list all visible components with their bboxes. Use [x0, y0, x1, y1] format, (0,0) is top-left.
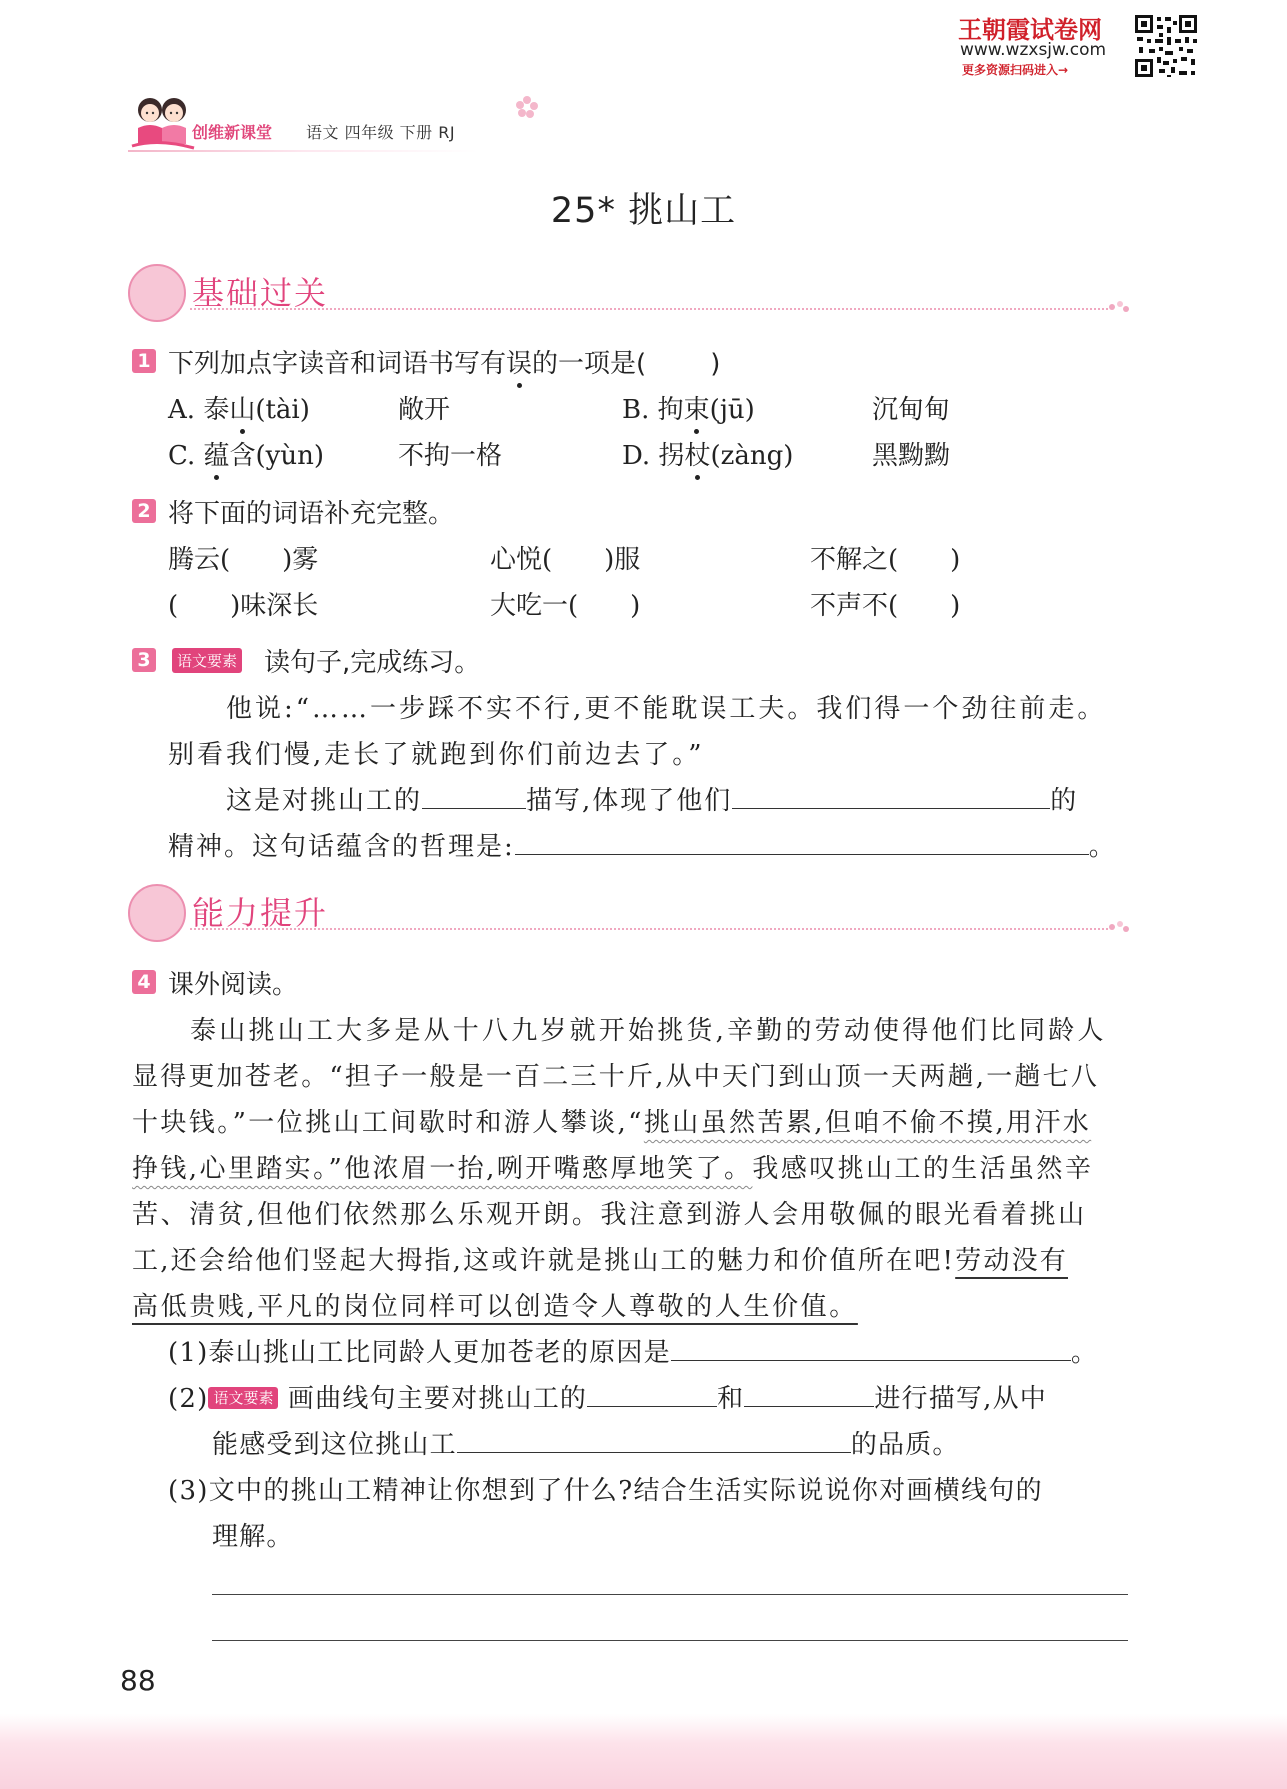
- option-pinyin: (jū): [709, 395, 755, 425]
- section-divider: [190, 308, 1108, 310]
- question-number: 2: [132, 499, 156, 523]
- dots-decoration-icon: [1108, 920, 1130, 934]
- passage-line: [132, 1102, 1091, 1139]
- wavy-sentence: 挣钱,心里踏实。”他浓眉一抬,咧开嘴憨厚地笑了。: [132, 1154, 753, 1184]
- answer-line[interactable]: [212, 1594, 1128, 1595]
- sentence-text: 精神。这句话蕴含的哲理是:: [168, 832, 515, 862]
- section-title: 能力提升: [192, 894, 329, 932]
- section-basic-header: [128, 264, 1128, 324]
- dotted-char: 山: [229, 389, 255, 426]
- sub-question-text: (1)泰山挑山工比同龄人更加苍老的原因是: [168, 1338, 671, 1368]
- answer-blank[interactable]: [457, 1430, 851, 1453]
- answer-blank[interactable]: [515, 832, 1089, 855]
- option-char: 泰: [203, 395, 230, 425]
- footer-band: [0, 1714, 1287, 1789]
- sentence-text: 。: [1088, 832, 1117, 862]
- sub-question-2-cont: [212, 1424, 960, 1461]
- sub-question-text: 能感受到这位挑山工: [212, 1430, 457, 1460]
- element-tag: 语文要素: [172, 648, 242, 673]
- option-c-word: 不拘一格: [398, 441, 503, 471]
- option-label: C.: [168, 441, 196, 471]
- sub-question-2: [168, 1378, 1047, 1415]
- option-char: 含: [229, 441, 256, 471]
- header-divider: [128, 150, 478, 152]
- option-char: 拐: [658, 441, 685, 471]
- sub-question-text: 画曲线句主要对挑山工的: [287, 1384, 588, 1414]
- fill-sentence: [226, 780, 1078, 817]
- answer-line[interactable]: [212, 1640, 1128, 1641]
- option-pinyin: (zàng): [710, 441, 794, 471]
- dots-decoration-icon: [1108, 300, 1130, 314]
- passage-text: 我感叹挑山工的生活虽然辛: [752, 1154, 1094, 1184]
- lesson-title: 25* 挑山工: [550, 191, 737, 231]
- passage-line: 泰山挑山工大多是从十八九岁就开始挑货,辛勤的劳动使得他们比同龄人: [190, 1016, 1107, 1046]
- sub-question-3-cont: 理解。: [212, 1522, 294, 1552]
- section-title: 基础过关: [192, 274, 329, 312]
- sentence-text: 这是对挑山工的: [226, 786, 423, 816]
- question-number: 1: [132, 349, 156, 373]
- brand-name: 创维新课堂: [192, 123, 273, 142]
- dotted-char: 束: [684, 389, 710, 426]
- page-number: 88: [120, 1664, 156, 1697]
- option-c[interactable]: [168, 435, 324, 472]
- prompt-text: 的一项是(: [532, 349, 647, 379]
- answer-blank[interactable]: [671, 1338, 1071, 1361]
- underlined-sentence: 高低贵贱,平凡的岗位同样可以创造令人尊敬的人生价值。: [132, 1292, 858, 1322]
- fill-item[interactable]: 不声不( ): [810, 591, 961, 621]
- answer-blank[interactable]: [422, 786, 526, 809]
- prompt-text: ): [710, 349, 721, 379]
- quote-line: 他说:“……一步踩不实不行,更不能耽误工夫。我们得一个劲往前走。: [226, 694, 1107, 724]
- passage-line: [132, 1148, 1093, 1185]
- quote-line: 别看我们慢,走长了就跑到你们前边去了。”: [168, 740, 705, 770]
- question-number: 3: [132, 648, 156, 672]
- fill-item[interactable]: 大吃一( ): [490, 591, 641, 621]
- question-number: 4: [132, 970, 156, 994]
- dotted-char: 误: [506, 343, 532, 380]
- sub-question-text: (2): [168, 1384, 209, 1414]
- book-info: 语文 四年级 下册 RJ: [306, 123, 456, 142]
- option-char: 拘: [657, 395, 684, 425]
- prompt-text: 下列加点字读音和词语书写有: [168, 349, 507, 379]
- girl-badge-icon: [128, 264, 186, 322]
- question-prompt: 读句子,完成练习。: [264, 648, 481, 678]
- passage-line: [132, 1286, 858, 1323]
- option-b-word: 沉甸甸: [872, 395, 951, 425]
- sub-question-text: 进行描写,从中: [874, 1384, 1047, 1414]
- section-divider: [190, 928, 1108, 930]
- site-tip: 更多资源扫码进入→: [962, 63, 1069, 77]
- question-prompt: 课外阅读。: [168, 970, 299, 1000]
- passage-line: 显得更加苍老。“担子一般是一百二三十斤,从中天门到山顶一天两趟,一趟七八: [132, 1062, 1100, 1092]
- underlined-sentence: 劳动没有: [955, 1246, 1068, 1276]
- question-prompt: [168, 343, 720, 380]
- sentence-text: 描写,体现了他们: [526, 786, 733, 816]
- option-a[interactable]: [168, 389, 310, 426]
- children-mascot-icon: [128, 94, 200, 156]
- answer-blank[interactable]: [744, 1384, 874, 1407]
- dotted-char: 杖: [684, 435, 710, 472]
- passage-line: [132, 1240, 1068, 1277]
- site-url[interactable]: www.wzxsjw.com: [960, 40, 1107, 60]
- option-label: B.: [622, 395, 650, 425]
- fill-sentence: [168, 826, 1117, 863]
- option-a-word: 敞开: [398, 395, 451, 425]
- option-d[interactable]: [622, 435, 793, 472]
- page-header: [0, 0, 1287, 160]
- sub-question-1: [168, 1332, 1098, 1369]
- option-label: D.: [622, 441, 651, 471]
- fill-item[interactable]: ( )味深长: [168, 591, 319, 621]
- option-label: A.: [168, 395, 196, 425]
- option-d-word: 黑黝黝: [872, 441, 951, 471]
- passage-line: 苦、清贫,但他们依然那么乐观开朗。我注意到游人会用敬佩的眼光看着挑山: [132, 1200, 1087, 1230]
- sub-question-text: 和: [717, 1384, 745, 1414]
- sub-question-text: 。: [1070, 1338, 1099, 1368]
- option-pinyin: (tài): [255, 395, 310, 425]
- answer-blank[interactable]: [732, 786, 1050, 809]
- option-b[interactable]: [622, 389, 755, 426]
- fill-item[interactable]: 腾云( )雾: [168, 545, 319, 575]
- element-tag: 语文要素: [208, 1387, 278, 1409]
- section-advanced-header: [128, 884, 1128, 944]
- wavy-sentence: 挑山虽然苦累,但咱不偷不摸,用汗水: [643, 1108, 1092, 1138]
- passage-text: 十块钱。”一位挑山工间歇时和游人攀谈,“: [132, 1108, 644, 1138]
- brand-row: [128, 94, 1128, 154]
- dotted-char: 蕴: [204, 435, 230, 472]
- option-pinyin: (yùn): [255, 441, 324, 471]
- site-name: 王朝霞试卷网: [958, 16, 1102, 44]
- answer-blank[interactable]: [587, 1384, 717, 1407]
- question-prompt: 将下面的词语补充完整。: [168, 499, 455, 529]
- sub-question-text: 的品质。: [850, 1430, 960, 1460]
- qr-code-icon[interactable]: [1133, 13, 1199, 79]
- fill-item[interactable]: 心悦( )服: [490, 545, 641, 575]
- passage-text: 工,还会给他们竖起大拇指,这或许就是挑山工的魅力和价值所在吧!: [132, 1246, 956, 1276]
- sub-question-3: (3)文中的挑山工精神让你想到了什么?结合生活实际说说你对画横线句的: [168, 1476, 1043, 1506]
- boy-badge-icon: [128, 884, 186, 942]
- fill-item[interactable]: 不解之( ): [810, 545, 961, 575]
- sentence-text: 的: [1050, 786, 1079, 816]
